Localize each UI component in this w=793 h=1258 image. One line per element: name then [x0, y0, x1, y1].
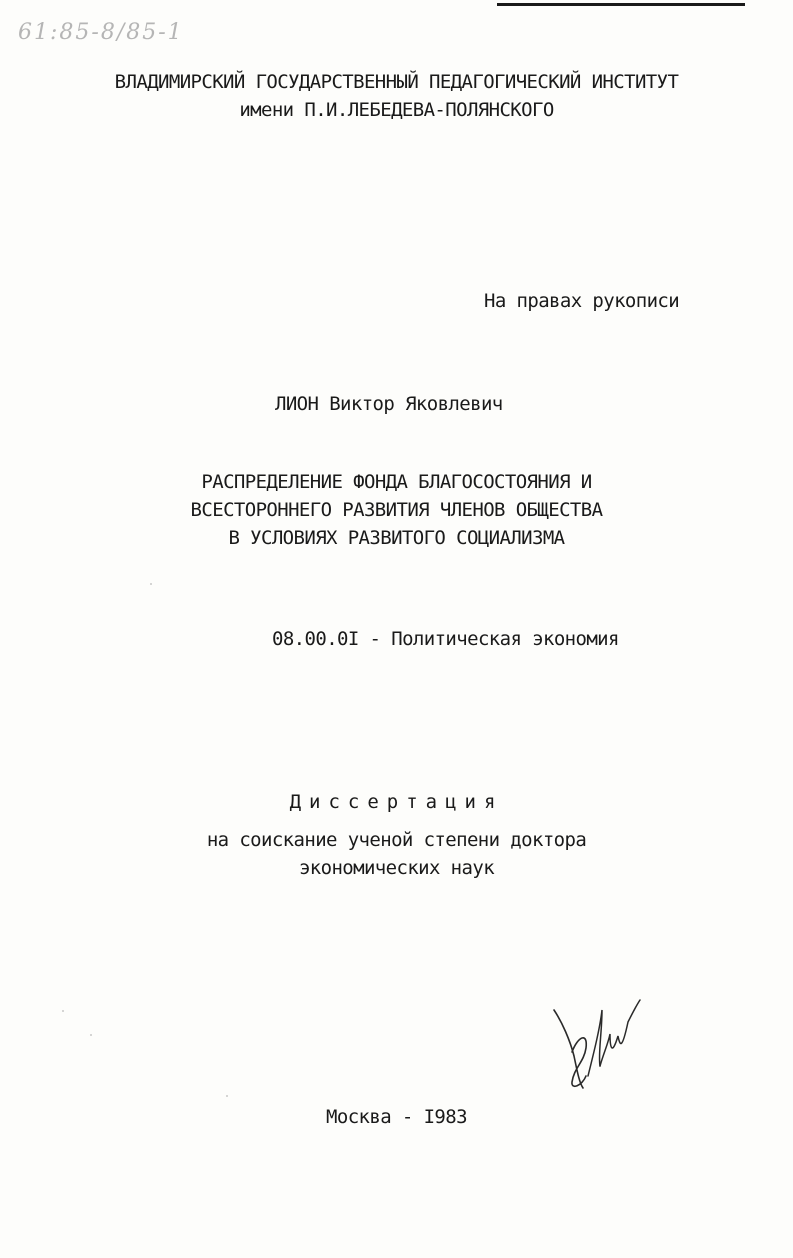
- scan-speck: [226, 1095, 228, 1097]
- top-edge-line: [497, 3, 745, 6]
- manuscript-rights-note: На правах рукописи: [484, 290, 680, 312]
- document-type-heading: Диссертация: [289, 791, 504, 813]
- degree-purpose: на соискание ученой степени доктора: [206, 829, 587, 851]
- author-name: ЛИОН Виктор Яковлевич: [275, 393, 503, 415]
- institute-namesake: имени П.И.ЛЕБЕДЕВА-ПОЛЯНСКОГО: [239, 99, 554, 121]
- handwritten-shelfmark: [18, 18, 248, 58]
- institute-name: ВЛАДИМИРСКИЙ ГОСУДАРСТВЕННЫЙ ПЕДАГОГИЧЕСКИЙ ИНСТИТУТ: [114, 71, 679, 93]
- dissertation-title-line-1: РАСПРЕДЕЛЕНИЕ ФОНДА БЛАГОСОСТОЯНИЯ И: [201, 471, 592, 493]
- specialty-code: 08.00.0I - Политическая экономия: [272, 628, 619, 650]
- scan-speck: [150, 583, 152, 585]
- scan-speck: [90, 1034, 92, 1036]
- dissertation-title-line-2: ВСЕСТОРОННЕГО РАЗВИТИЯ ЧЛЕНОВ ОБЩЕСТВА: [190, 499, 603, 521]
- shelfmark-text: 61:85-8/85-1: [18, 20, 184, 45]
- dissertation-title-line-3: В УСЛОВИЯХ РАЗВИТОГО СОЦИАЛИЗМА: [228, 527, 565, 549]
- handwritten-signature: [548, 992, 648, 1092]
- degree-field: экономических наук: [298, 857, 495, 879]
- scan-speck: [62, 1010, 64, 1012]
- place-and-year: Москва - I983: [326, 1106, 467, 1128]
